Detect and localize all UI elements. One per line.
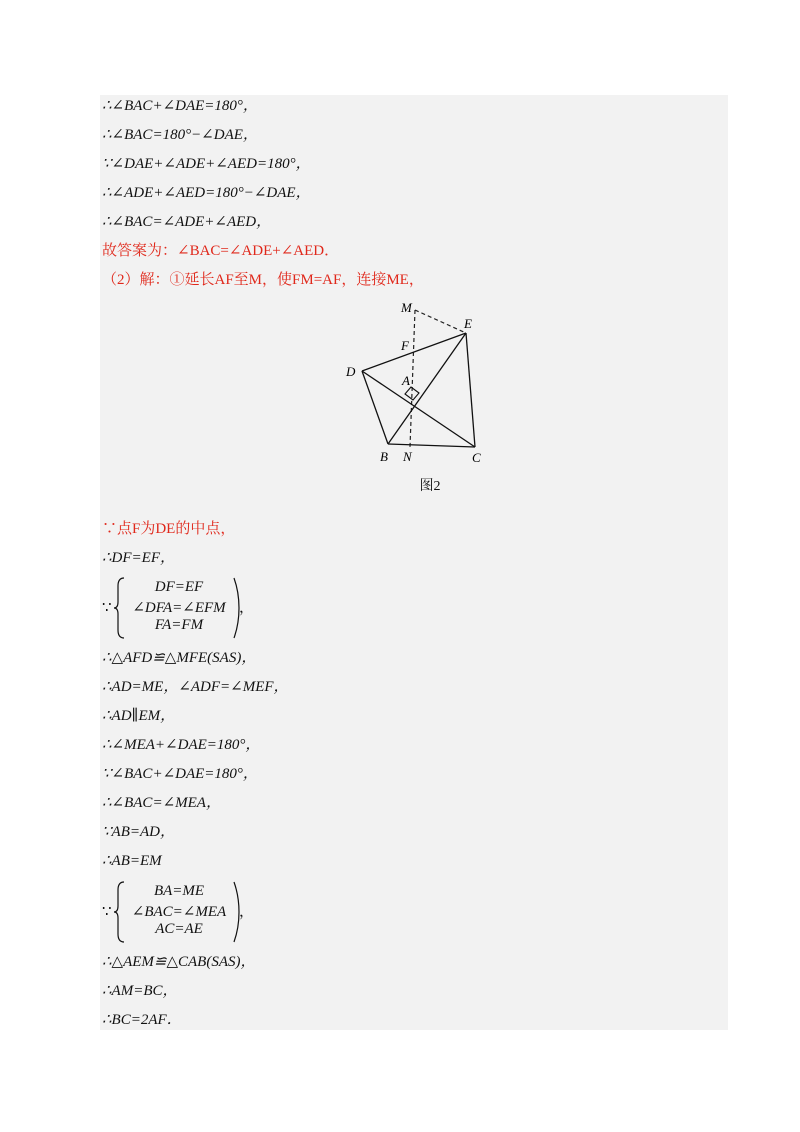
answer-line: 故答案为：∠BAC=∠ADE+∠AED． bbox=[102, 243, 340, 259]
geometry-figure bbox=[330, 295, 500, 475]
dashed-line-ME bbox=[415, 310, 466, 333]
proof-line-4: ∴∠ADE+∠AED=180°−∠DAE， bbox=[102, 185, 311, 201]
label-B: B bbox=[380, 449, 388, 464]
label-M: M bbox=[401, 300, 412, 315]
proof-line-2: ∴∠BAC=180°−∠DAE， bbox=[102, 127, 258, 143]
proof-line-16: ∴∠BAC=∠MEA， bbox=[102, 795, 221, 811]
segment-BC bbox=[388, 444, 475, 447]
system1-prefix: ∵ bbox=[102, 600, 112, 616]
proof-line-13: ∴AD∥EM， bbox=[102, 708, 176, 724]
system2-row-3: AC=AE bbox=[155, 921, 203, 937]
label-E: E bbox=[464, 316, 472, 331]
figure-caption: 图2 bbox=[419, 479, 441, 494]
proof-line-20: ∴△AEM≌△CAB(SAS)， bbox=[102, 954, 256, 970]
proof-line-15: ∵∠BAC+∠DAE=180°， bbox=[102, 766, 258, 782]
segment-BE bbox=[388, 333, 466, 444]
label-F: F bbox=[401, 338, 409, 353]
proof-line-3: ∵∠DAE+∠ADE+∠AED=180°， bbox=[102, 156, 311, 172]
dashed-line-MN bbox=[410, 310, 415, 447]
label-D: D bbox=[346, 364, 356, 379]
label-C: C bbox=[472, 450, 481, 465]
system1-row-1: DF=EF bbox=[154, 579, 204, 595]
system2-suffix: ， bbox=[239, 904, 255, 920]
system2-prefix: ∵ bbox=[102, 904, 112, 920]
system2-row-2: ∠BAC=∠MEA bbox=[131, 904, 227, 920]
proof-line-18: ∴AB=EM bbox=[102, 853, 162, 869]
system1-suffix: ， bbox=[239, 600, 255, 616]
proof-line-14: ∴∠MEA+∠DAE=180°， bbox=[102, 737, 261, 753]
proof-line-11: ∴△AFD≌△MFE(SAS)， bbox=[102, 650, 257, 666]
proof-line-22: ∴BC=2AF． bbox=[102, 1012, 182, 1028]
part2-heading: （2）解：①延长AF至M，使FM=AF，连接ME， bbox=[102, 272, 424, 288]
segment-DC bbox=[362, 371, 475, 447]
system1-row-2: ∠DFA=∠EFM bbox=[132, 600, 226, 616]
proof-line-9: ∴DF=EF， bbox=[102, 550, 175, 566]
proof-line-17: ∵AB=AD， bbox=[102, 824, 175, 840]
proof-line-5: ∴∠BAC=∠ADE+∠AED， bbox=[102, 214, 272, 230]
proof-line-21: ∴AM=BC， bbox=[102, 983, 178, 999]
system1-row-3: FA=FM bbox=[154, 617, 204, 633]
segment-EC bbox=[466, 333, 475, 447]
proof-line-12: ∴AD=ME，∠ADF=∠MEF， bbox=[102, 679, 289, 695]
system2-row-1: BA=ME bbox=[153, 883, 205, 899]
label-N: N bbox=[403, 449, 412, 464]
segment-DB bbox=[362, 371, 388, 444]
label-A: A bbox=[402, 373, 410, 388]
proof-line-8: ∵点F为DE的中点， bbox=[102, 521, 236, 537]
proof-line-1: ∴∠BAC+∠DAE=180°， bbox=[102, 98, 258, 114]
